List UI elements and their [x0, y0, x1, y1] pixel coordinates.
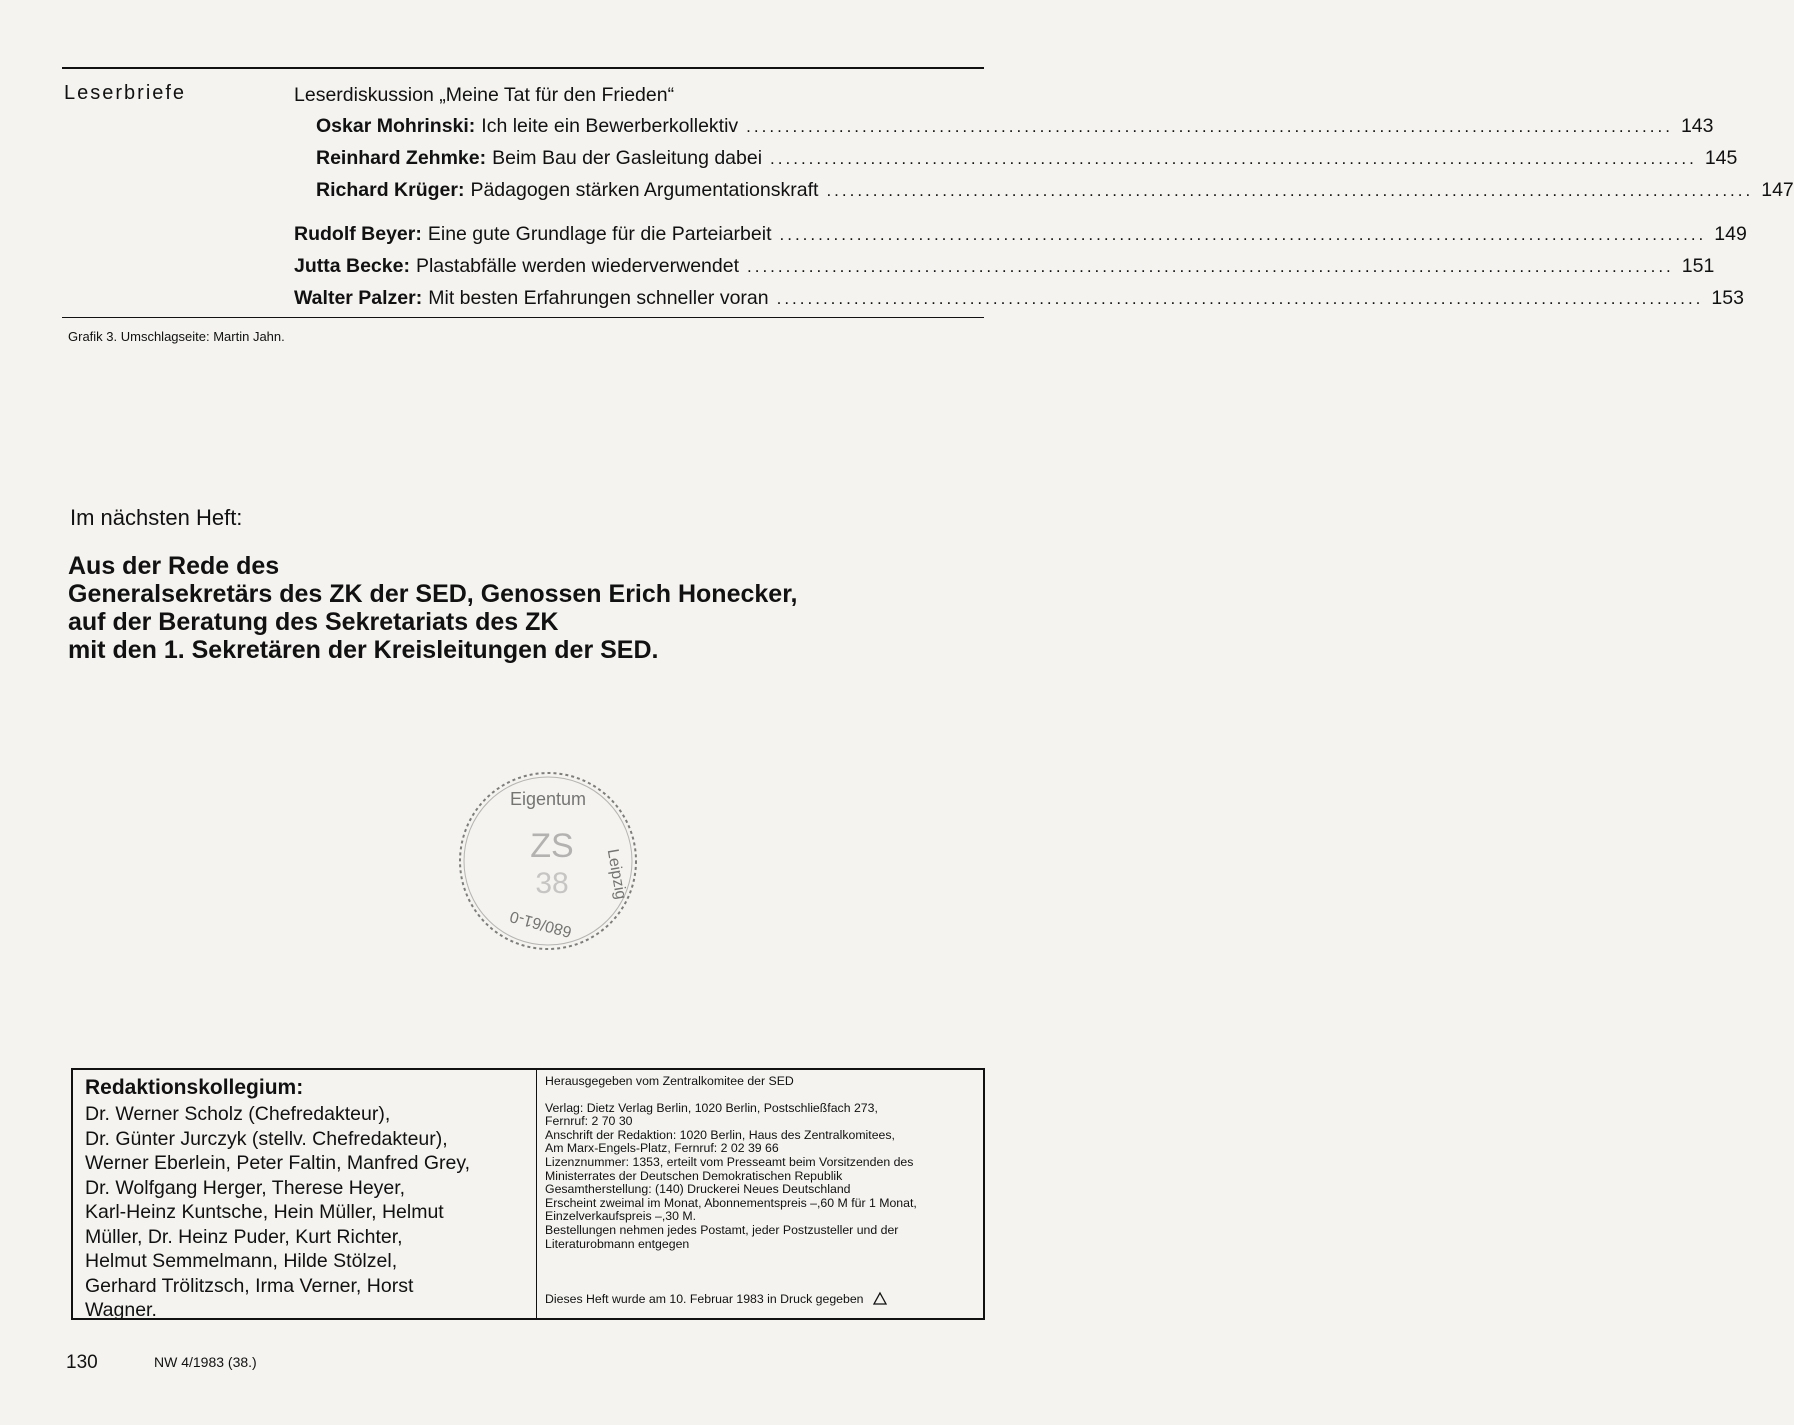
leader-dots: ........................................................................................................................ [826, 181, 1754, 200]
toc-page: 149 [1714, 223, 1747, 245]
toc-page: 153 [1711, 287, 1744, 309]
toc-page: 147 [1761, 179, 1794, 201]
imprint-line: Lizenznummer: 1353, erteilt vom Presseamt beim Vorsitzenden des [545, 1154, 914, 1169]
member-line: Wagner. [85, 1299, 157, 1321]
page-number: 130 [66, 1352, 98, 1373]
next-issue-title-line: auf der Beratung des Sekretariats des ZK [68, 608, 559, 636]
svg-text:ZS: ZS [530, 827, 574, 865]
toc-title: Pädagogen stärken Argumentationskraft [470, 179, 819, 201]
top-rule [62, 67, 984, 69]
member-line: Müller, Dr. Heinz Puder, Kurt Richter, [85, 1225, 403, 1248]
toc-entry[interactable] [294, 144, 1738, 176]
section-rule [62, 317, 984, 318]
editorial-box [71, 1068, 985, 1320]
table-of-contents [294, 82, 1794, 316]
triangle-icon [873, 1292, 887, 1305]
toc-title: Plastabfälle werden wiederverwendet [415, 255, 739, 277]
imprint-line: Am Marx-Engels-Platz, Fernruf: 2 02 39 66 [545, 1141, 779, 1156]
toc-title: Mit besten Erfahrungen schneller voran [428, 287, 769, 309]
next-issue-title [68, 552, 968, 664]
leader-dots: ........................................................................................................................ [776, 289, 1704, 308]
svg-text:680/61-0: 680/61-0 [508, 907, 574, 941]
toc-page: 151 [1681, 255, 1715, 277]
section-label: Leserbriefe [64, 82, 187, 104]
imprint-line: Anschrift der Redaktion: 1020 Berlin, Haus des Zentralkomitees, [545, 1127, 895, 1142]
editorial-board [73, 1070, 537, 1321]
print-date-text: Dieses Heft wurde am 10. Februar 1983 in Druck gegeben [545, 1292, 864, 1306]
toc-entry[interactable] [294, 112, 1714, 144]
member-line: Gerhard Trölitzsch, Irma Verner, Horst [85, 1274, 414, 1297]
editorial-heading: Redaktionskollegium: [85, 1076, 304, 1099]
imprint-line: Einzelverkaufspreis –,30 M. [545, 1209, 697, 1224]
imprint-line: Erscheint zweimal im Monat, Abonnementspreis –,60 M für 1 Monat, [545, 1195, 917, 1210]
member-line: Dr. Günter Jurczyk (stellv. Chefredakteur), [85, 1127, 448, 1150]
leader-dots: ........................................................................................................................ [747, 257, 1674, 276]
leader-dots: ........................................................................................................................ [746, 117, 1673, 136]
toc-author: Richard Krüger: [316, 179, 465, 201]
imprint-line: Bestellungen nehmen jedes Postamt, jeder Postzusteller und der [545, 1222, 899, 1237]
member-line: Werner Eberlein, Peter Faltin, Manfred Grey, [85, 1152, 471, 1174]
imprint-line: Verlag: Dietz Verlag Berlin, 1020 Berlin, Postschließfach 273, [545, 1100, 878, 1115]
member-line: Helmut Semmelmann, Hilde Stölzel, [85, 1250, 398, 1272]
member-line: Dr. Wolfgang Herger, Therese Heyer, [85, 1176, 406, 1199]
toc-entry[interactable] [294, 252, 1715, 284]
leader-dots: ........................................................................................................................ [770, 149, 1697, 168]
member-line: Dr. Werner Scholz (Chefredakteur), [85, 1103, 391, 1125]
issue-reference: NW 4/1983 (38.) [154, 1354, 257, 1370]
toc-heading: Leserdiskussion „Meine Tat für den Frieden“ [294, 84, 675, 106]
toc-title: Eine gute Grundlage für die Parteiarbeit [427, 223, 772, 245]
leader-dots: ........................................................................................................................ [779, 225, 1707, 244]
cover-credit: Grafik 3. Umschlagseite: Martin Jahn. [68, 329, 285, 344]
imprint-line: Literaturobmann entgegen [545, 1236, 690, 1251]
svg-text:Leipzig: Leipzig [603, 847, 630, 901]
imprint [537, 1070, 983, 1318]
next-issue-title-line: Generalsekretärs des ZK der SED, Genossen Erich Honecker, [68, 580, 798, 608]
toc-entry[interactable] [294, 220, 1747, 252]
toc-author: Oskar Mohrinski: [316, 115, 476, 137]
imprint-line: Fernruf: 2 70 30 [545, 1114, 633, 1129]
member-line: Karl-Heinz Kuntsche, Hein Müller, Helmut [85, 1201, 444, 1223]
toc-entry[interactable] [294, 284, 1744, 316]
toc-page: 145 [1704, 147, 1738, 169]
next-issue-title-line: Aus der Rede des [68, 552, 280, 580]
toc-title: Ich leite ein Bewerberkollektiv [481, 115, 739, 137]
toc-page: 143 [1680, 115, 1714, 137]
toc-entry[interactable] [294, 176, 1794, 208]
member-list [85, 1102, 536, 1323]
svg-text:38: 38 [535, 867, 569, 900]
imprint-line: Gesamtherstellung: (140) Druckerei Neues Deutschland [545, 1182, 851, 1197]
next-issue-label: Im nächsten Heft: [70, 505, 243, 530]
imprint-line: Ministerrates der Deutschen Demokratischen Republik [545, 1168, 843, 1183]
toc-author: Jutta Becke: [294, 255, 410, 277]
toc-author: Walter Palzer: [294, 287, 423, 309]
toc-title: Beim Bau der Gasleitung dabei [492, 147, 763, 169]
publisher-line: Herausgegeben vom Zentralkomitee der SED [545, 1074, 794, 1088]
svg-text:Eigentum: Eigentum [509, 789, 587, 809]
library-stamp-icon [452, 765, 644, 957]
next-issue-title-line: mit den 1. Sekretären der Kreisleitungen der SED. [68, 636, 659, 664]
print-date-line [545, 1292, 887, 1307]
toc-author: Rudolf Beyer: [294, 223, 422, 245]
toc-author: Reinhard Zehmke: [316, 147, 487, 169]
